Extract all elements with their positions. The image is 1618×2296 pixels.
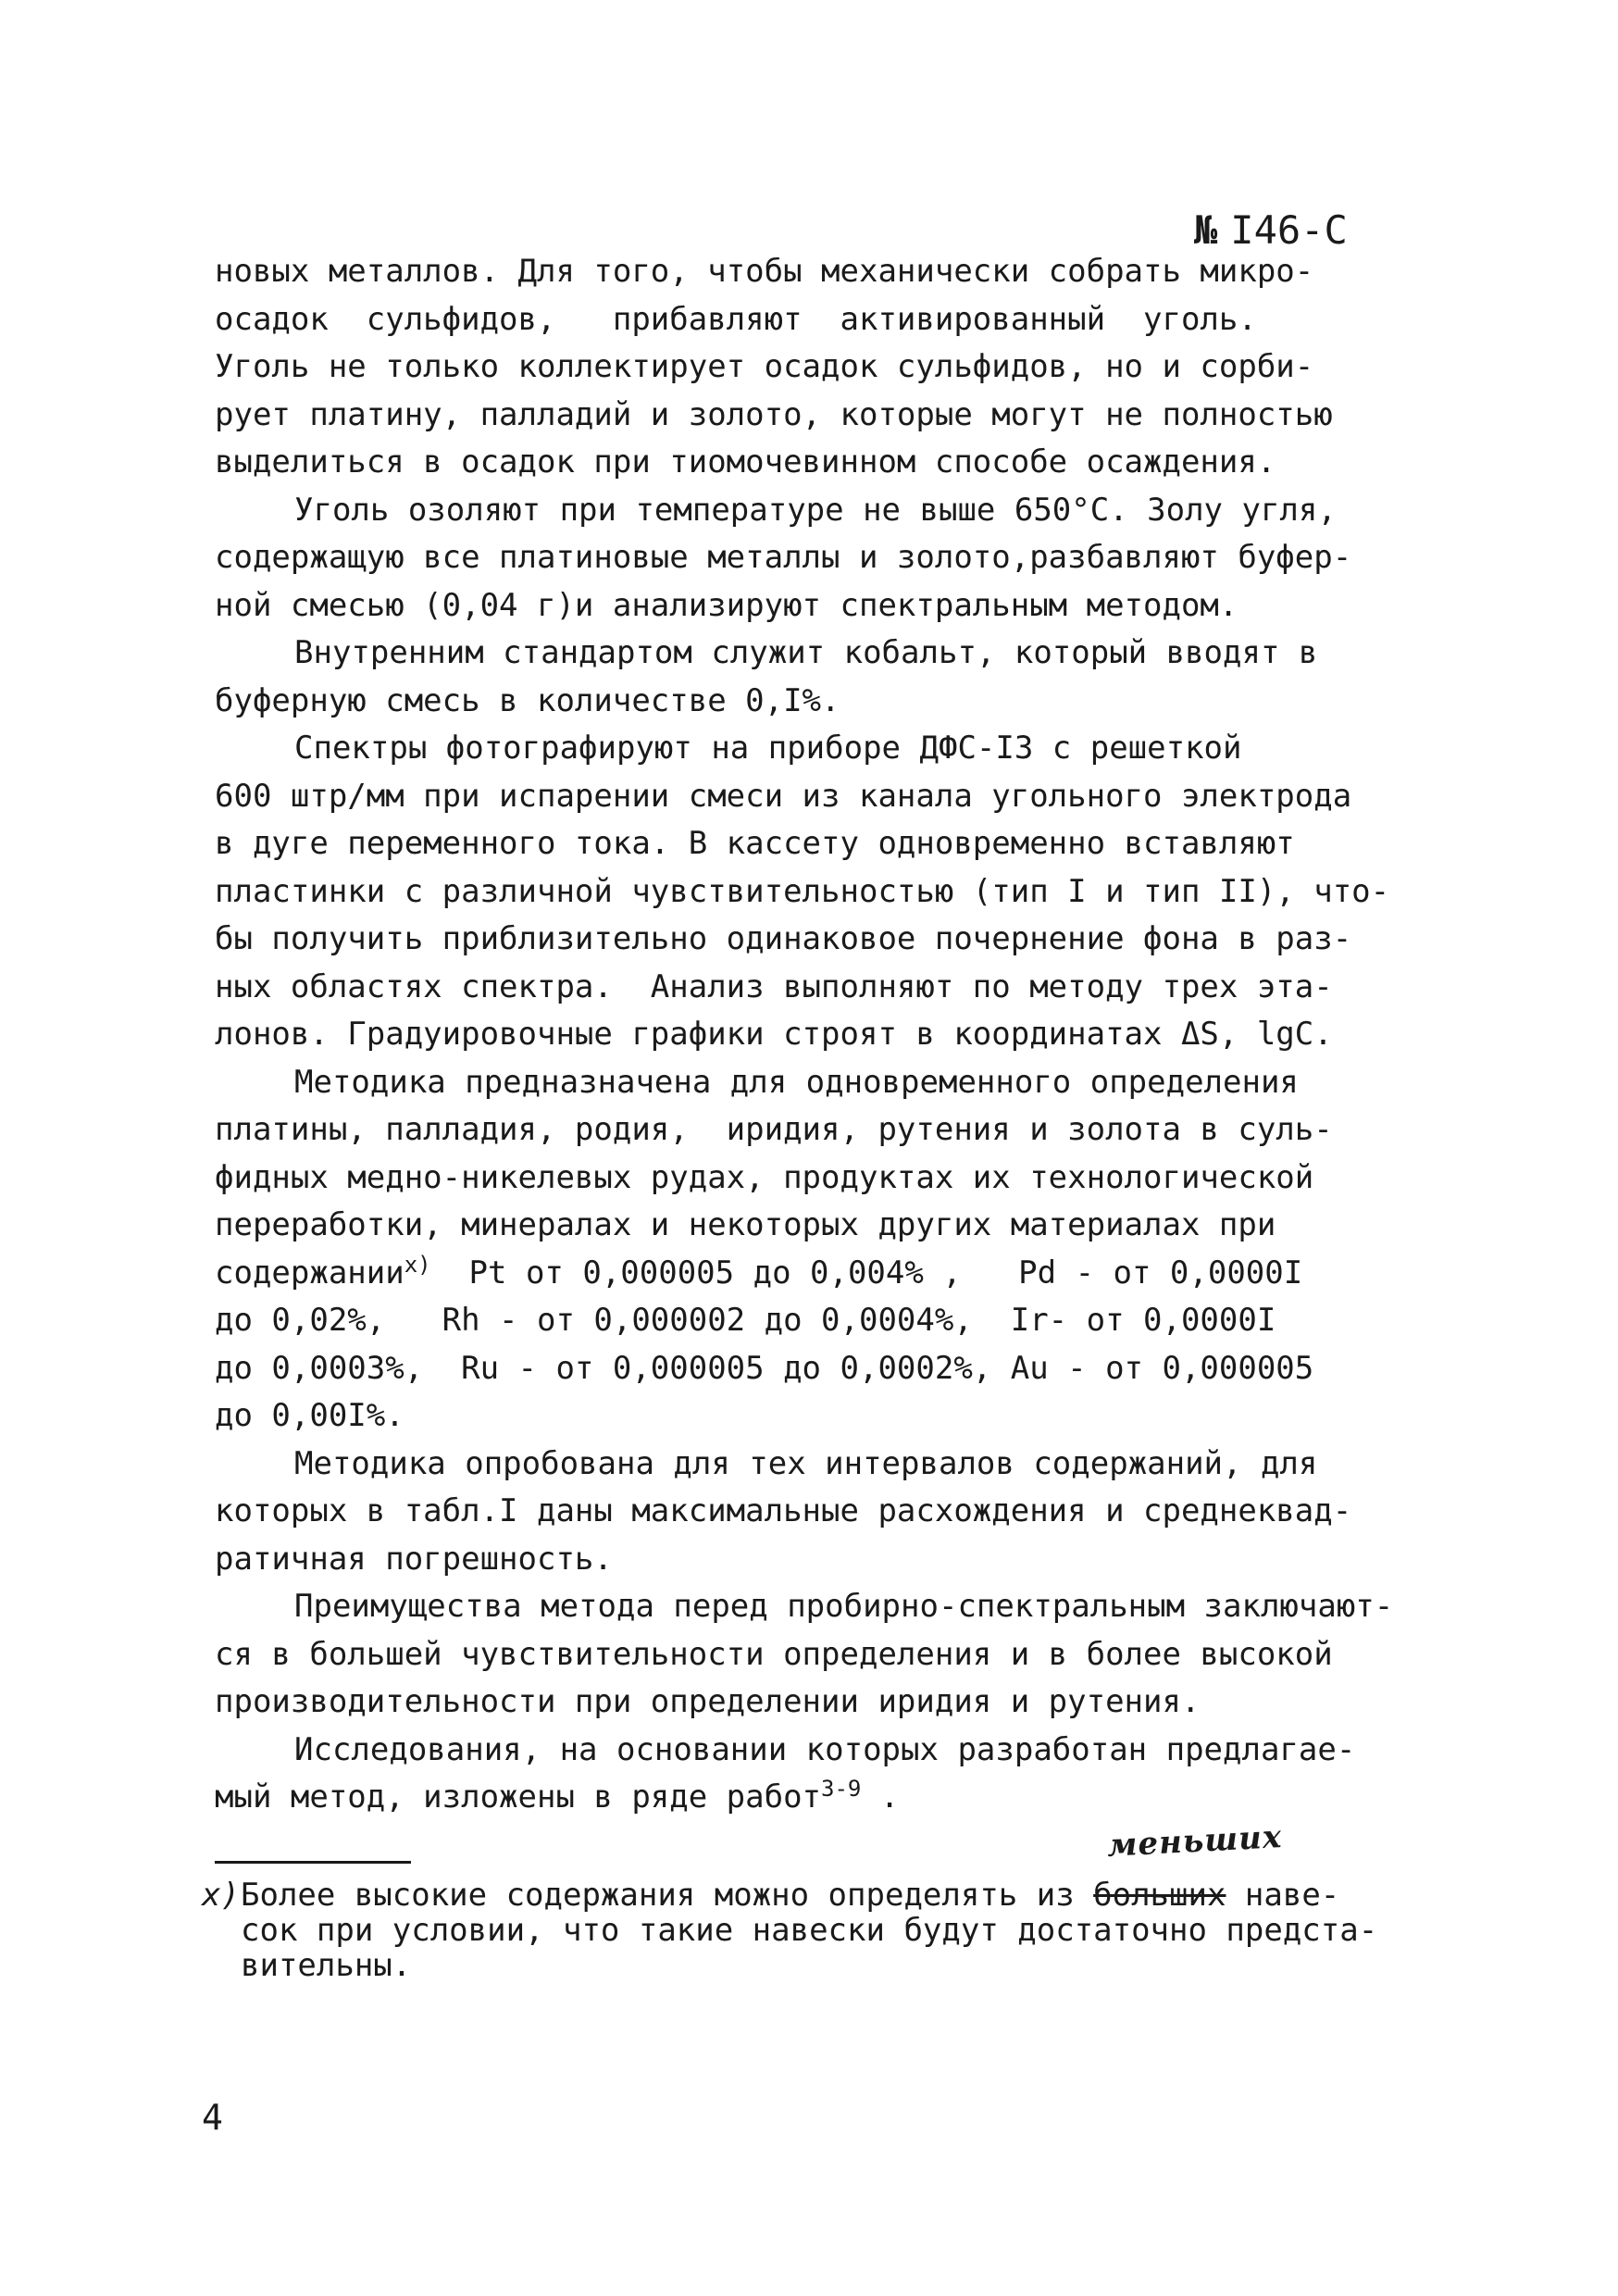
paragraph-start-line: Исследования, на основании которых разработан предлагае- xyxy=(294,1730,1356,1768)
body-line: пластинки с различной чувствительностью (тип I и тип II), что- xyxy=(215,872,1390,910)
body-line: осадок сульфидов, прибавляют активированный уголь. xyxy=(215,300,1257,338)
body-line: буферную смесь в количестве 0,I%. xyxy=(215,681,840,719)
body-line: ратичная погрешность. xyxy=(215,1540,613,1578)
document-number-value: I46-С xyxy=(1230,207,1348,253)
footnote xyxy=(202,1878,1433,1983)
reference-range: 3-9 xyxy=(821,1776,862,1802)
body-line: фидных медно-никелевых рудах, продуктах их технологической xyxy=(215,1158,1314,1196)
paragraph-start-line: Уголь озоляют при температуре не выше 650°С. Золу угля, xyxy=(294,491,1337,529)
body-line: лонов. Градуировочные графики строят в координатах ΔS, lgC. xyxy=(215,1016,1333,1053)
line-text: мый метод, изложены в ряде работ xyxy=(215,1778,822,1816)
struck-word: больших xyxy=(1093,1877,1226,1914)
footnote-line: вительны. xyxy=(241,1947,412,1984)
body-line: ной смесью (0,04 г)и анализируют спектральным методом. xyxy=(215,586,1238,624)
handwritten-correction: меньших xyxy=(1106,1818,1284,1865)
footnote-line: сок при условии, что такие навески будут достаточно предста- xyxy=(241,1912,1378,1949)
body-line: которых в табл.I даны максимальные расхождения и среднеквад- xyxy=(215,1492,1352,1529)
paragraph-start-line: Преимущества метода перед пробирно-спектральным заключают- xyxy=(294,1588,1394,1625)
paragraph-start-line: Спектры фотографируют на приборе ДФС-I3 с решеткой xyxy=(294,730,1242,767)
body-text xyxy=(215,248,1446,1822)
document-number xyxy=(1194,207,1348,253)
number-sign: № xyxy=(1194,207,1218,253)
body-line: производительности при определении иридия и рутения. xyxy=(215,1683,1201,1720)
body-line-with-footnote-ref xyxy=(215,1250,1446,1298)
body-line: в дуге переменного тока. В кассету одновременно вставляют xyxy=(215,825,1295,862)
body-line: содержащую все платиновые металлы и золото,разбавляют буфер- xyxy=(215,539,1352,576)
line-text: содержании xyxy=(215,1254,404,1292)
footnote-reference: x) xyxy=(404,1251,431,1278)
page-number: 4 xyxy=(202,2097,223,2138)
paragraph-start-line: Методика предназначена для одновременного определения xyxy=(294,1063,1299,1101)
body-line: ся в большей чувствительности определения и в более высокой xyxy=(215,1635,1333,1673)
body-line: бы получить приблизительно одинаковое почернение фона в раз- xyxy=(215,920,1352,957)
footnote-line xyxy=(202,1878,1433,1913)
body-line: новых металлов. Для того, чтобы механически собрать микро- xyxy=(215,253,1314,290)
body-line: до 0,02%, Rh - от 0,000002 до 0,0004%, Ir- от 0,0000I xyxy=(215,1302,1276,1339)
body-line: переработки, минералах и некоторых других материалах при xyxy=(215,1206,1276,1243)
line-text-after: . xyxy=(861,1778,900,1816)
paragraph-start-line: Методика опробована для тех интервалов содержаний, для xyxy=(294,1444,1318,1482)
line-text-after: Pt от 0,000005 до 0,004% , Pd - от 0,0000I xyxy=(430,1254,1303,1292)
footnote-text: Более высокие содержания можно определять из xyxy=(241,1877,1094,1914)
body-line: Уголь не только коллектирует осадок сульфидов, но и сорби- xyxy=(215,348,1314,385)
footnote-marker: x) xyxy=(202,1877,240,1914)
footnote-separator xyxy=(215,1861,411,1864)
body-line: платины, палладия, родия, иридия, рутения и золота в суль- xyxy=(215,1111,1333,1148)
footnote-text: наве- xyxy=(1226,1877,1340,1914)
body-line: до 0,0003%, Ru - от 0,000005 до 0,0002%, Au - от 0,000005 xyxy=(215,1349,1314,1387)
body-line: 600 штр/мм при испарении смеси из канала угольного электрода xyxy=(215,777,1352,815)
body-line: рует платину, палладий и золото, которые могут не полностью xyxy=(215,395,1333,433)
body-line: до 0,00I%. xyxy=(215,1397,404,1434)
body-line-with-reference xyxy=(215,1774,1446,1822)
paragraph-start-line: Внутренним стандартом служит кобальт, который вводят в xyxy=(294,634,1318,671)
body-line: ных областях спектра. Анализ выполняют по методу трех эта- xyxy=(215,967,1333,1005)
body-line: выделиться в осадок при тиомочевинном способе осаждения. xyxy=(215,443,1276,480)
